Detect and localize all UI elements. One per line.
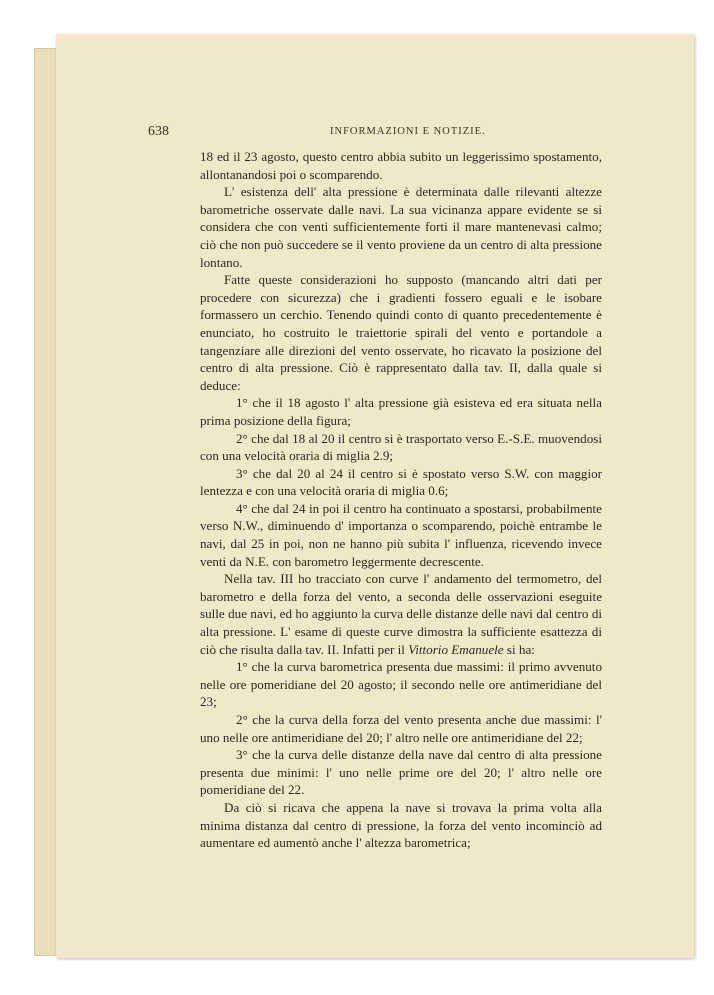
list-item: 4° che dal 24 in poi il centro ha continuato a spostarsi, probabilmente verso N.W., diminuendo d' importanza o scomparendo, poichè entrambe le navi, dal 25 in poi, non ne hanno più subita l' influenza, ricevendo invece venti da N.E. con barometro leggermente decrescente. [200,500,602,569]
paragraph [200,570,602,658]
list-item: 1° che la curva barometrica presenta due massimi: il primo avvenuto nelle ore pomeridiane del 20 agosto; il secondo nelle ore antimeridiane del 23; [200,659,602,710]
running-head: INFORMAZIONI E NOTIZIE. [330,126,486,137]
body-text [200,148,602,852]
paragraph: L' esistenza dell' alta pressione è determinata dalle rilevanti altezze barometriche osservate dalle navi. La sua vicinanza appare evidente se si considera che con venti sufficientemente forti il mare mantenevasi calmo; ciò che non può succedere se il vento proviene da un centro di alta pressione lontano. [200,184,602,270]
page-header [148,124,568,142]
list-item: 3° che dal 20 al 24 il centro si è spostato verso S.W. con maggior lentezza e con una velocità oraria di miglia 0.6; [200,465,602,499]
paragraph-text: si ha: [503,641,535,657]
paragraph-text: Nella tav. III ho tracciato con curve l' andamento del termometro, del barometro e della forza del vento, a seconda delle osservazioni eseguite sulle due navi, ed ho aggiunto la curva delle distanze delle navi dal centro di alta pressione. L' esame di queste curve dimostra la sufficiente esattezza di ciò che risulta dalla tav. II. Infatti per il [200,571,602,657]
page-number: 638 [148,124,169,139]
list-item: 3° che la curva delle distanze della nave dal centro di alta pressione presenta due minimi: l' uno nelle prime ore del 20; l' altro nelle ore pomeridiane del 22. [200,747,602,798]
list-item: 2° che la curva della forza del vento presenta anche due massimi: l' uno nelle ore antimeridiane del 20; l' altro nelle ore antimeridiane del 22; [200,712,602,745]
paragraph: Da ciò si ricava che appena la nave si trovava la prima volta alla minima distanza dal centro di pressione, la forza del vento incominciò ad aumentare ed aumentò anche l' altezza barometrica; [200,799,602,851]
list-item: 1° che il 18 agosto l' alta pressione già esisteva ed era situata nella prima posizione della figura; [200,395,602,428]
paragraph: Fatte queste considerazioni ho supposto (mancando altri dati per procedere con sicurezza) che i gradienti fossero eguali e le isobare formassero un cerchio. Tenendo quindi conto di quanto precedentemente è enunciato, ho costruito le traiettorie spirali del vento e portandole a tangenziare alle direzioni del vento osservate, ho ricavato la posizione del centro di alta pressione. Ciò è rappresentato dalla tav. II, dalla quale si deduce: [200,272,602,393]
paragraph: 18 ed il 23 agosto, questo centro abbia subito un leggerissimo spostamento, allontanandosi poi o scomparendo. [200,149,602,182]
ship-name: Vittorio Emanuele [408,641,504,657]
list-item: 2° che dal 18 al 20 il centro si è trasportato verso E.-S.E. muovendosi con una velocità oraria di miglia 2.9; [200,430,602,464]
